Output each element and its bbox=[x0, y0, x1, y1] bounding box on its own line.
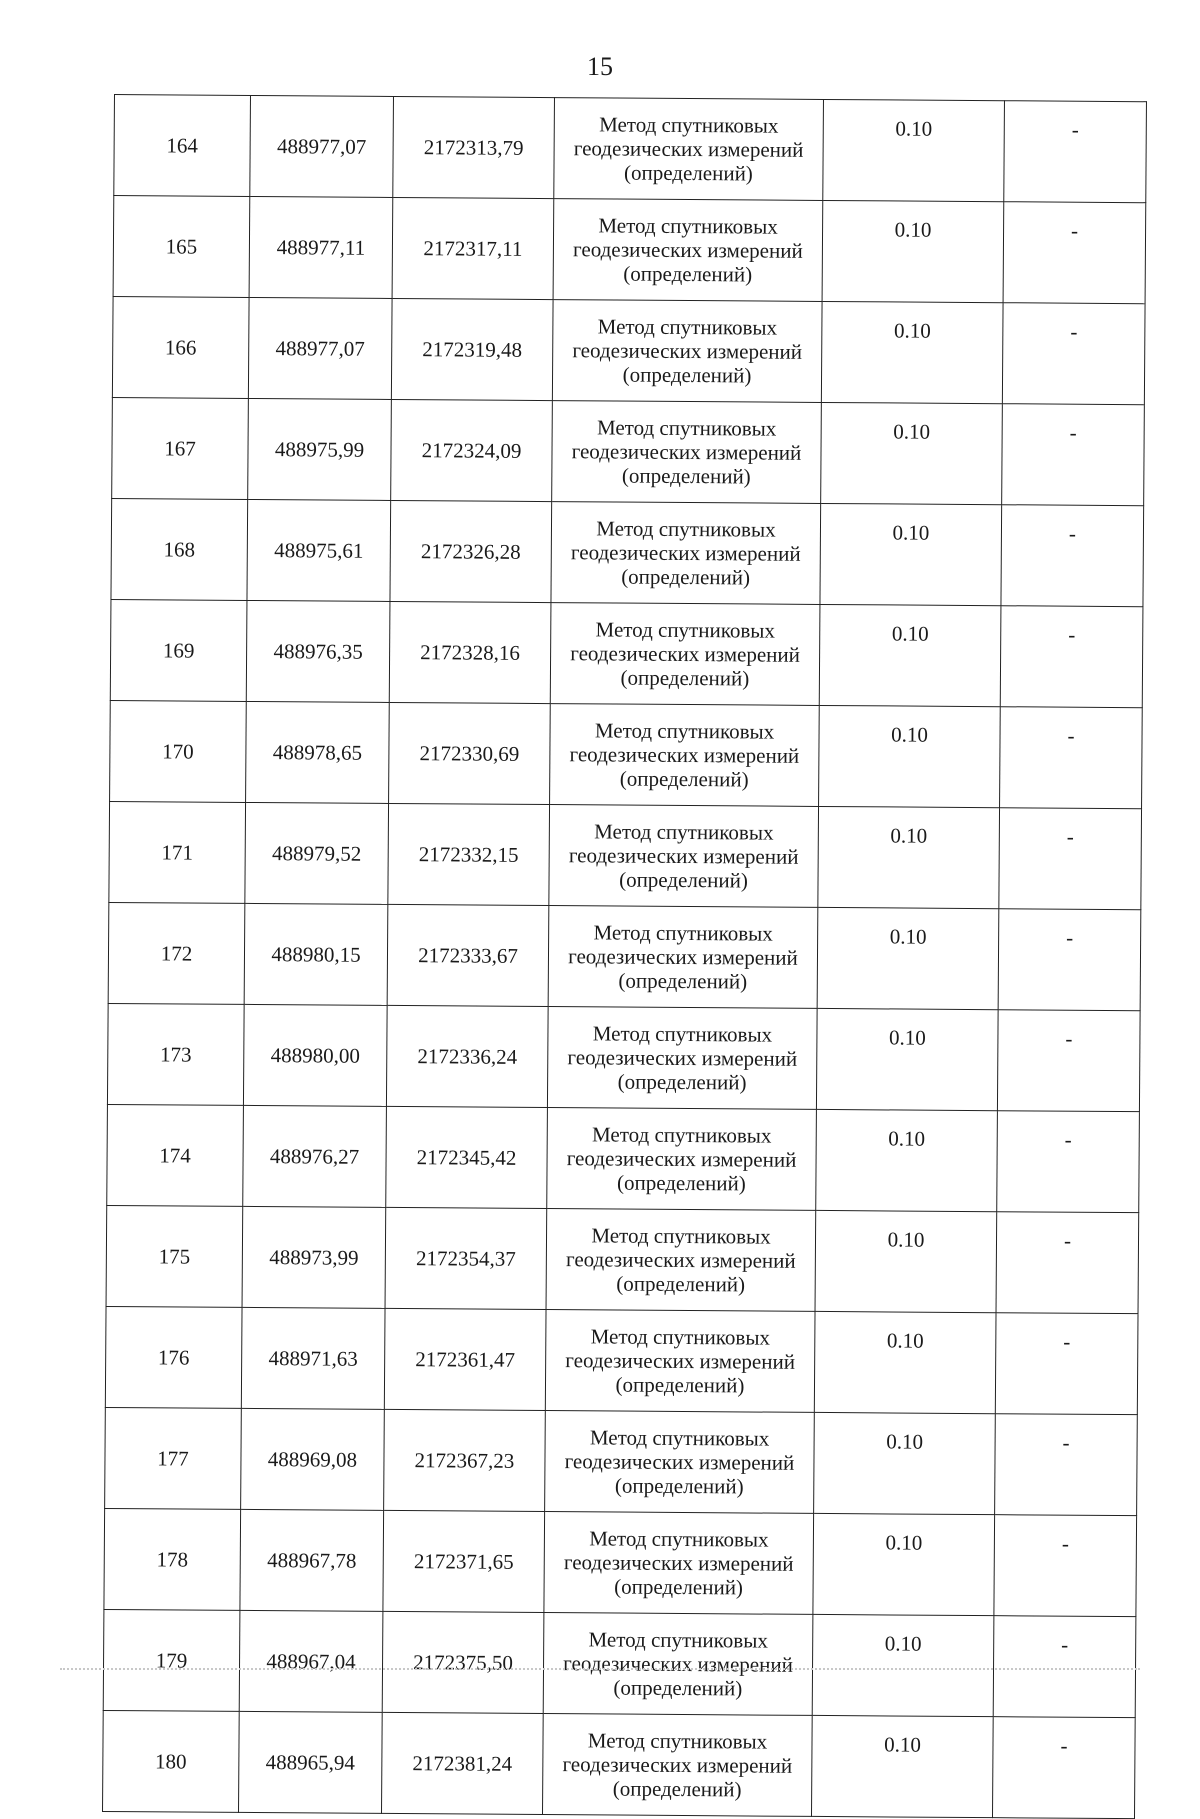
x-coordinate-cell: 488977,07 bbox=[248, 297, 392, 399]
method-cell: Метод спутниковых геодезических измерений (определений) bbox=[548, 906, 818, 1009]
point-number-cell: 173 bbox=[107, 1003, 244, 1105]
table-row bbox=[110, 599, 1143, 707]
y-coordinate-cell: 2172332,15 bbox=[388, 803, 550, 905]
x-coordinate-cell: 488980,15 bbox=[244, 903, 388, 1005]
note-cell: - bbox=[993, 1616, 1136, 1718]
table-row bbox=[103, 1609, 1136, 1717]
point-number-cell: 168 bbox=[111, 498, 248, 600]
point-number-cell: 166 bbox=[112, 296, 249, 398]
y-coordinate-cell: 2172336,24 bbox=[386, 1005, 548, 1107]
x-coordinate-cell: 488975,61 bbox=[247, 499, 391, 601]
table-row bbox=[105, 1306, 1138, 1414]
note-cell: - bbox=[999, 808, 1142, 910]
accuracy-cell: 0.10 bbox=[814, 1412, 996, 1514]
point-number-cell: 167 bbox=[112, 397, 249, 499]
accuracy-cell: 0.10 bbox=[819, 705, 1001, 807]
x-coordinate-cell: 488969,08 bbox=[241, 1408, 385, 1510]
accuracy-cell: 0.10 bbox=[821, 301, 1003, 403]
point-number-cell: 172 bbox=[108, 902, 245, 1004]
y-coordinate-cell: 2172324,09 bbox=[391, 399, 553, 501]
table-row bbox=[106, 1205, 1139, 1313]
accuracy-cell: 0.10 bbox=[821, 402, 1003, 504]
method-cell: Метод спутниковых геодезических измерений (определений) bbox=[544, 1512, 814, 1615]
table-row bbox=[110, 700, 1143, 808]
method-cell: Метод спутниковых геодезических измерений (определений) bbox=[551, 502, 821, 605]
coordinates-table-body bbox=[103, 95, 1147, 1819]
method-cell: Метод спутниковых геодезических измерений (определений) bbox=[549, 805, 819, 908]
accuracy-cell: 0.10 bbox=[812, 1614, 994, 1716]
table-row bbox=[107, 1104, 1140, 1212]
point-number-cell: 179 bbox=[103, 1609, 240, 1711]
y-coordinate-cell: 2172317,11 bbox=[392, 197, 554, 299]
method-cell: Метод спутниковых геодезических измерений (определений) bbox=[546, 1209, 816, 1312]
x-coordinate-cell: 488977,07 bbox=[250, 95, 394, 197]
accuracy-cell: 0.10 bbox=[816, 1008, 998, 1110]
table-row bbox=[113, 196, 1146, 304]
accuracy-cell: 0.10 bbox=[820, 503, 1002, 605]
table-row bbox=[103, 1710, 1136, 1818]
point-number-cell: 174 bbox=[107, 1104, 244, 1206]
point-number-cell: 178 bbox=[104, 1508, 241, 1610]
point-number-cell: 170 bbox=[110, 700, 247, 802]
x-coordinate-cell: 488977,11 bbox=[249, 196, 393, 298]
table-row bbox=[107, 1003, 1140, 1111]
table-row bbox=[104, 1508, 1137, 1616]
method-cell: Метод спутниковых геодезических измерений (определений) bbox=[547, 1108, 817, 1211]
point-number-cell: 177 bbox=[105, 1407, 242, 1509]
table-row bbox=[109, 801, 1142, 909]
table-row bbox=[108, 902, 1141, 1010]
y-coordinate-cell: 2172354,37 bbox=[385, 1207, 547, 1309]
x-coordinate-cell: 488976,27 bbox=[243, 1105, 387, 1207]
y-coordinate-cell: 2172361,47 bbox=[384, 1308, 546, 1410]
table-row bbox=[111, 498, 1144, 606]
note-cell: - bbox=[998, 909, 1141, 1011]
note-cell: - bbox=[996, 1212, 1139, 1314]
accuracy-cell: 0.10 bbox=[815, 1210, 997, 1312]
method-cell: Метод спутниковых геодезических измерений (определений) bbox=[545, 1310, 815, 1413]
x-coordinate-cell: 488976,35 bbox=[246, 600, 390, 702]
x-coordinate-cell: 488967,04 bbox=[239, 1610, 383, 1712]
note-cell: - bbox=[997, 1010, 1140, 1112]
x-coordinate-cell: 488967,78 bbox=[240, 1509, 384, 1611]
x-coordinate-cell: 488979,52 bbox=[245, 802, 389, 904]
method-cell: Метод спутниковых геодезических измерений (определений) bbox=[552, 401, 822, 504]
accuracy-cell: 0.10 bbox=[818, 806, 1000, 908]
y-coordinate-cell: 2172345,42 bbox=[386, 1106, 548, 1208]
accuracy-cell: 0.10 bbox=[822, 200, 1004, 302]
table-row bbox=[112, 296, 1145, 404]
y-coordinate-cell: 2172313,79 bbox=[393, 96, 555, 198]
method-cell: Метод спутниковых геодезических измерений (определений) bbox=[550, 603, 820, 706]
method-cell: Метод спутниковых геодезических измерений (определений) bbox=[553, 199, 823, 302]
method-cell: Метод спутниковых геодезических измерений (определений) bbox=[547, 1007, 817, 1110]
x-coordinate-cell: 488965,94 bbox=[239, 1711, 383, 1813]
note-cell: - bbox=[995, 1414, 1138, 1516]
point-number-cell: 171 bbox=[109, 801, 246, 903]
note-cell: - bbox=[1001, 505, 1144, 607]
y-coordinate-cell: 2172330,69 bbox=[389, 702, 551, 804]
method-cell: Метод спутниковых геодезических измерений (определений) bbox=[542, 1714, 812, 1817]
y-coordinate-cell: 2172326,28 bbox=[390, 500, 552, 602]
point-number-cell: 176 bbox=[105, 1306, 242, 1408]
point-number-cell: 175 bbox=[106, 1205, 243, 1307]
accuracy-cell: 0.10 bbox=[823, 99, 1005, 201]
table-row bbox=[105, 1407, 1138, 1515]
note-cell: - bbox=[994, 1515, 1137, 1617]
note-cell: - bbox=[1002, 303, 1145, 405]
note-cell: - bbox=[1002, 404, 1145, 506]
note-cell: - bbox=[1003, 202, 1146, 304]
x-coordinate-cell: 488975,99 bbox=[248, 398, 392, 500]
note-cell: - bbox=[1000, 707, 1143, 809]
coordinates-table bbox=[102, 94, 1147, 1819]
scan-edge-dots bbox=[60, 1668, 1140, 1670]
note-cell: - bbox=[1004, 101, 1147, 203]
method-cell: Метод спутниковых геодезических измерений (определений) bbox=[552, 300, 822, 403]
x-coordinate-cell: 488973,99 bbox=[242, 1206, 386, 1308]
y-coordinate-cell: 2172367,23 bbox=[384, 1409, 546, 1511]
y-coordinate-cell: 2172333,67 bbox=[387, 904, 549, 1006]
y-coordinate-cell: 2172375,50 bbox=[382, 1611, 544, 1713]
accuracy-cell: 0.10 bbox=[819, 604, 1001, 706]
point-number-cell: 180 bbox=[103, 1710, 240, 1812]
y-coordinate-cell: 2172328,16 bbox=[389, 601, 551, 703]
x-coordinate-cell: 488971,63 bbox=[241, 1307, 385, 1409]
note-cell: - bbox=[997, 1111, 1140, 1213]
method-cell: Метод спутниковых геодезических измерений (определений) bbox=[545, 1411, 815, 1514]
note-cell: - bbox=[995, 1313, 1138, 1415]
point-number-cell: 164 bbox=[114, 95, 251, 197]
method-cell: Метод спутниковых геодезических измерений (определений) bbox=[554, 98, 824, 201]
accuracy-cell: 0.10 bbox=[816, 1109, 998, 1211]
accuracy-cell: 0.10 bbox=[814, 1311, 996, 1413]
table-row bbox=[112, 397, 1145, 505]
x-coordinate-cell: 488978,65 bbox=[246, 701, 390, 803]
table-row bbox=[114, 95, 1147, 203]
method-cell: Метод спутниковых геодезических измерений (определений) bbox=[550, 704, 820, 807]
y-coordinate-cell: 2172319,48 bbox=[391, 298, 553, 400]
point-number-cell: 169 bbox=[110, 599, 247, 701]
point-number-cell: 165 bbox=[113, 196, 250, 298]
page-number: 15 bbox=[587, 52, 613, 81]
note-cell: - bbox=[1000, 606, 1143, 708]
accuracy-cell: 0.10 bbox=[813, 1513, 995, 1615]
accuracy-cell: 0.10 bbox=[811, 1715, 993, 1817]
x-coordinate-cell: 488980,00 bbox=[243, 1004, 387, 1106]
y-coordinate-cell: 2172381,24 bbox=[382, 1712, 544, 1814]
accuracy-cell: 0.10 bbox=[817, 907, 999, 1009]
method-cell: Метод спутниковых геодезических измерений (определений) bbox=[543, 1613, 813, 1716]
y-coordinate-cell: 2172371,65 bbox=[383, 1510, 545, 1612]
note-cell: - bbox=[992, 1717, 1135, 1819]
